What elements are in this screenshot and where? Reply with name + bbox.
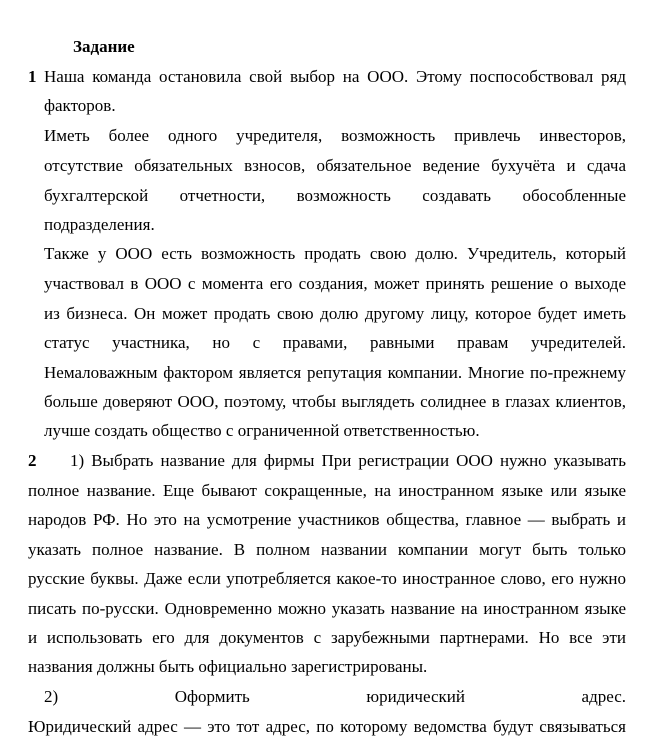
section-2-line-5: русские буквы. Даже если употребляется какое-то иностранное слово, его нужно <box>28 569 626 588</box>
section-1-line-10: статус участника, но с правами, равными правам учредителей. <box>44 333 626 352</box>
section-2-number: 2 <box>28 451 37 470</box>
section-1-line-7: Также у ООО есть возможность продать свою долю. Учредитель, который <box>44 244 626 263</box>
section-2-line-8: названия должны быть официально зарегистрированы. <box>28 657 428 676</box>
section-1-line-9: из бизнеса. Он может продать свою долю другому лицу, которое будет иметь <box>44 304 626 323</box>
section-2-line-1: 1) Выбрать название для фирмы При регистрации ООО нужно указывать <box>70 451 626 470</box>
section-2-line-3: народов РФ. Но это на усмотрение участников общества, главное — выбрать и <box>28 510 626 529</box>
section-1-line-2: факторов. <box>44 96 116 115</box>
section-1-line-4: отсутствие обязательных взносов, обязательное ведение бухучёта и сдача <box>44 156 626 175</box>
section-2-line-7: и использовать его для документов с зарубежными партнерами. Но все эти <box>28 628 626 647</box>
section-1-line-3: Иметь более одного учредителя, возможность привлечь инвесторов, <box>44 126 626 145</box>
document-heading: Задание <box>73 37 135 56</box>
section-2-line-6: писать по-русски. Одновременно можно указать название на иностранном языке <box>28 599 626 618</box>
section-1-line-1: Наша команда остановила свой выбор на ООО. Этому поспособствовал ряд <box>44 67 626 86</box>
section-1-line-11: Немаловажным фактором является репутация компании. Многие по-прежнему <box>44 363 626 382</box>
section-2-line-10: Юридический адрес — это тот адрес, по которому ведомства будут связываться <box>28 717 626 736</box>
section-2-line-9: 2) Оформить юридический адрес. <box>44 687 626 706</box>
section-1-number: 1 <box>28 67 37 86</box>
section-2-line-4: указать полное название. В полном названии компании могут быть только <box>28 540 626 559</box>
section-2-line-2: полное название. Еще бывают сокращенные, на иностранном языке или языке <box>28 481 626 500</box>
section-1-line-8: участвовал в ООО с момента его создания, может принять решение о выходе <box>44 274 626 293</box>
section-1-line-6: подразделения. <box>44 215 155 234</box>
section-1-line-12: больше доверяют ООО, поэтому, чтобы выглядеть солиднее в глазах клиентов, <box>44 392 626 411</box>
section-1-line-5: бухгалтерской отчетности, возможность создавать обособленные <box>44 186 626 205</box>
section-1-line-13: лучше создать общество с ограниченной ответственностью. <box>44 421 480 440</box>
